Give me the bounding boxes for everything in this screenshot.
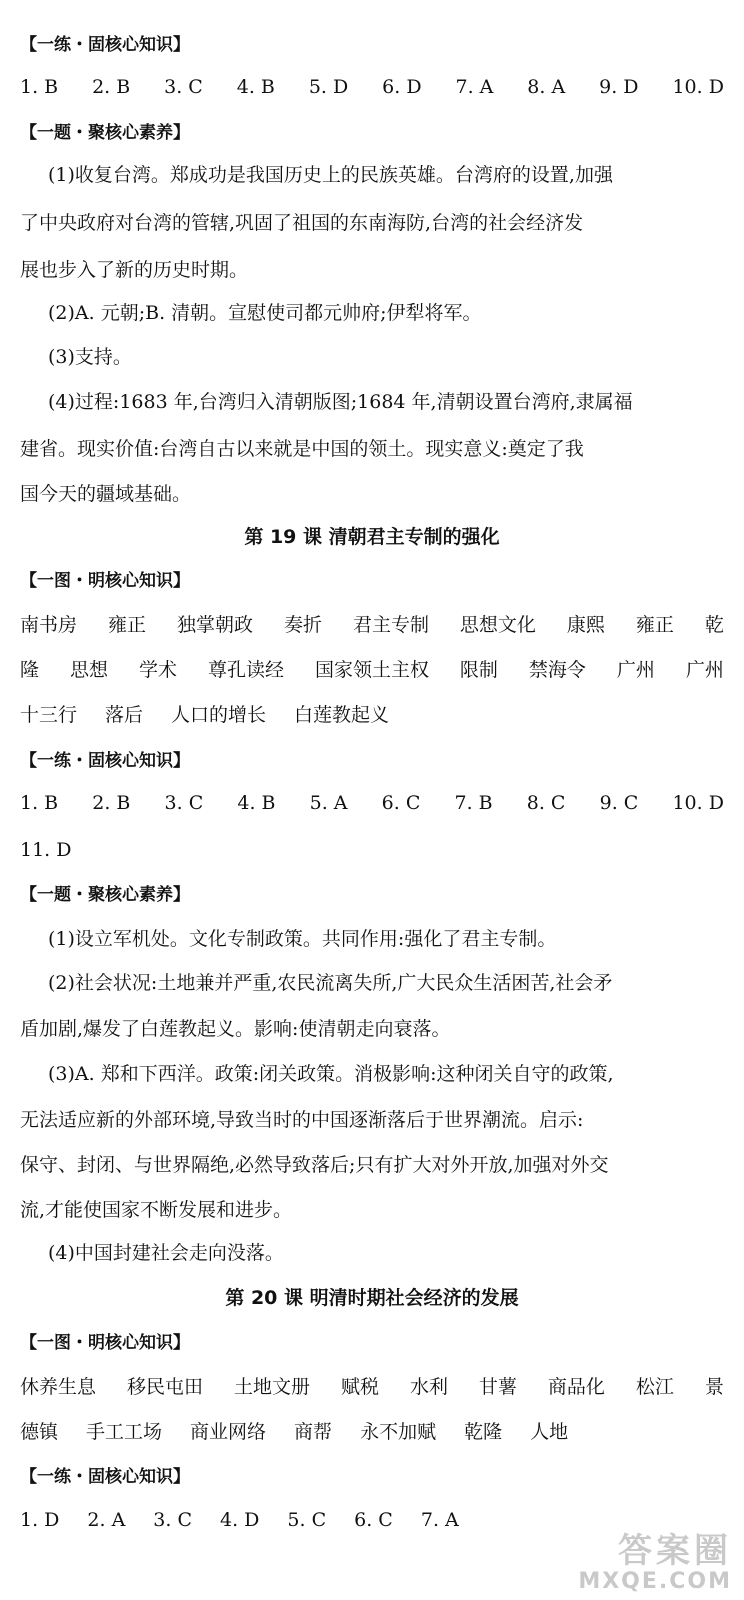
- term-item: 学术: [138, 659, 177, 681]
- section-heading-question: 【一题・聚核心素养】: [20, 885, 190, 905]
- term-item: 独掌朝政: [176, 614, 253, 636]
- answer-text-line: 国今天的疆域基础。: [20, 483, 192, 505]
- term-row: [20, 610, 724, 640]
- answer-text-line: (2)社会状况:土地兼并严重,农民流离失所,广大民众生活困苦,社会矛: [48, 972, 613, 994]
- term-item: 水利: [409, 1376, 448, 1398]
- answer-item: 8. A: [527, 76, 566, 98]
- watermark-url: MXQE.COM: [578, 1569, 732, 1594]
- term-item: 奏折: [283, 614, 322, 636]
- answer-row: [20, 72, 724, 102]
- answer-text-line: (4)过程:1683 年,台湾归入清朝版图;1684 年,清朝设置台湾府,隶属福: [48, 391, 633, 413]
- answer-item: 9. D: [599, 76, 639, 98]
- answer-text-line: 流,才能使国家不断发展和进步。: [20, 1199, 293, 1221]
- term-item: 人口的增长: [171, 704, 267, 726]
- watermark-logo: [578, 1532, 732, 1594]
- answer-item: 6. C: [354, 1509, 393, 1531]
- term-item: 广州: [685, 659, 724, 681]
- answer-text-line: 盾加剧,爆发了白莲教起义。影响:使清朝走向衰落。: [20, 1018, 451, 1040]
- answer-item: 3. C: [164, 76, 203, 98]
- answer-item: 1. B: [20, 792, 59, 814]
- section-heading-question: 【一题・聚核心素养】: [20, 123, 190, 143]
- answer-text-line: 无法适应新的外部环境,导致当时的中国逐渐落后于世界潮流。启示:: [20, 1109, 584, 1131]
- term-item: 禁海令: [528, 659, 586, 681]
- answer-item: 4. B: [236, 76, 275, 98]
- answer-item: 8. C: [526, 792, 566, 814]
- answer-text-line: 保守、封闭、与世界隔绝,必然导致落后;只有扩大对外开放,加强对外交: [20, 1154, 609, 1176]
- lesson-title: 第 19 课 清朝君主专制的强化: [244, 526, 500, 548]
- term-item: 商业网络: [190, 1421, 267, 1443]
- term-item: 南书房: [20, 614, 78, 636]
- answer-item: 3. C: [153, 1509, 193, 1531]
- term-item: 限制: [459, 659, 498, 681]
- term-row: [20, 655, 724, 685]
- answer-item: 10. D: [672, 76, 724, 98]
- section-heading-diagram: 【一图・明核心知识】: [20, 1333, 190, 1353]
- term-item: 商帮: [294, 1421, 333, 1443]
- term-item: 思想文化: [459, 614, 536, 636]
- term-item: 商品化: [547, 1376, 605, 1398]
- answer-text-line: (4)中国封建社会走向没落。: [48, 1242, 284, 1264]
- answer-row-extra: 11. D: [20, 839, 72, 861]
- term-item: 乾: [704, 614, 724, 636]
- term-item: 手工工场: [86, 1421, 163, 1443]
- section-heading-practice: 【一练・固核心知识】: [20, 751, 190, 771]
- watermark-text: 答案圈: [618, 1531, 732, 1571]
- section-heading-diagram: 【一图・明核心知识】: [20, 571, 190, 591]
- term-item: 景: [704, 1376, 724, 1398]
- term-item: 赋税: [340, 1376, 379, 1398]
- term-item: 十三行: [20, 704, 78, 726]
- answer-item: 4. D: [220, 1509, 260, 1531]
- term-item: 隆: [20, 659, 40, 681]
- answer-text-line: (1)设立军机处。文化专制政策。共同作用:强化了君主专制。: [48, 928, 557, 950]
- answer-item: 4. B: [237, 792, 276, 814]
- term-item: 白莲教起义: [294, 704, 390, 726]
- term-item: 乾隆: [464, 1421, 503, 1443]
- term-item: 永不加赋: [360, 1421, 437, 1443]
- answer-text-line: (3)A. 郑和下西洋。政策:闭关政策。消极影响:这种闭关自守的政策,: [48, 1063, 614, 1085]
- term-item: 人地: [530, 1421, 569, 1443]
- answer-item: 10. D: [672, 792, 724, 814]
- answer-item: 6. D: [382, 76, 422, 98]
- answer-text-line: (3)支持。: [48, 346, 132, 368]
- answer-item: 1. B: [20, 76, 59, 98]
- answer-row: [20, 788, 724, 818]
- answer-item: 7. B: [454, 792, 493, 814]
- answer-item: 5. A: [309, 792, 348, 814]
- answer-item: 5. D: [308, 76, 349, 98]
- answer-item: 7. A: [455, 76, 494, 98]
- term-item: 国家领土主权: [314, 659, 429, 681]
- term-item: 移民屯田: [126, 1376, 203, 1398]
- answer-text-line: 了中央政府对台湾的管辖,巩固了祖国的东南海防,台湾的社会经济发: [20, 212, 584, 234]
- term-item: 松江: [635, 1376, 674, 1398]
- term-item: 尊孔读经: [207, 659, 284, 681]
- answer-item: 3. C: [164, 792, 204, 814]
- term-row: [20, 1417, 724, 1447]
- answer-text-line: 展也步入了新的历史时期。: [20, 259, 249, 281]
- term-item: 德镇: [20, 1421, 59, 1443]
- lesson-title: 第 20 课 明清时期社会经济的发展: [225, 1287, 519, 1309]
- term-item: 君主专制: [352, 614, 429, 636]
- term-item: 土地文册: [233, 1376, 310, 1398]
- answer-item: 5. C: [287, 1509, 327, 1531]
- answer-text-line: 建省。现实价值:台湾自古以来就是中国的领土。现实意义:奠定了我: [20, 438, 584, 460]
- term-item: 雍正: [635, 614, 674, 636]
- term-item: 思想: [69, 659, 108, 681]
- section-heading-practice: 【一练・固核心知识】: [20, 1467, 190, 1487]
- answer-item: 2. A: [87, 1509, 126, 1531]
- term-item: 雍正: [107, 614, 146, 636]
- answer-text-line: (1)收复台湾。郑成功是我国历史上的民族英雄。台湾府的设置,加强: [48, 164, 613, 186]
- answer-item: 1. D: [20, 1509, 60, 1531]
- term-item: 休养生息: [20, 1376, 97, 1398]
- term-row: [20, 1372, 724, 1402]
- answer-item: 9. C: [599, 792, 639, 814]
- answer-item: 6. C: [381, 792, 421, 814]
- term-item: 康熙: [566, 614, 605, 636]
- answer-item: 7. A: [420, 1509, 459, 1531]
- term-row: [20, 700, 724, 730]
- answer-item: 2. B: [92, 792, 131, 814]
- term-item: 广州: [616, 659, 655, 681]
- term-item: 落后: [105, 704, 144, 726]
- answer-text-line: (2)A. 元朝;B. 清朝。宣慰使司都元帅府;伊犁将军。: [48, 302, 482, 324]
- answer-item: 2. B: [92, 76, 131, 98]
- section-heading-practice: 【一练・固核心知识】: [20, 35, 190, 55]
- term-item: 甘薯: [478, 1376, 517, 1398]
